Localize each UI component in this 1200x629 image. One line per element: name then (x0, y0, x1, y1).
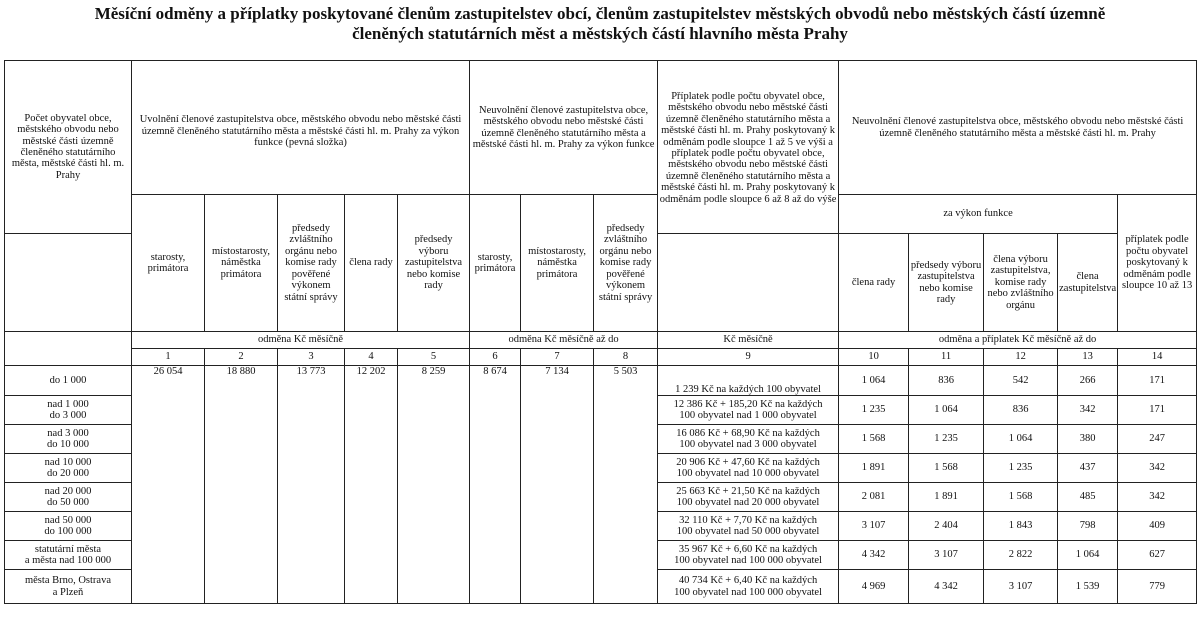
cell-col11: 4 342 (909, 570, 984, 604)
row-label (5, 483, 132, 512)
cell-col14: 627 (1118, 541, 1197, 570)
cell-col11: 1 064 (909, 396, 984, 425)
cell-col13: 266 (1058, 366, 1118, 396)
header-unreleased-group-2: Neuvolnění členové zastupitelstva obce, městského obvodu nebo městské části územně členěného statutárního města a městské části hl. m. Prahy (839, 61, 1197, 195)
row-label (5, 512, 132, 541)
row-label-line1: města Brno, Ostrava (24, 575, 112, 587)
header-col8: předsedy zvláštního orgánu nebo komise rady pověřené výkonem státní správy (594, 195, 658, 332)
surcharge-line2: 100 obyvatel nad 20 000 obyvatel (676, 497, 820, 508)
surcharge-line1: 12 386 Kč + 185,20 Kč na každých (673, 398, 823, 410)
surcharge-line2: 100 obyvatel nad 1 000 obyvatel (679, 410, 817, 421)
header-col2: místostarosty, náměstka primátora (205, 195, 278, 332)
header-za-vykon: za výkon funkce (839, 195, 1118, 234)
row-label-line1: nad 50 000 (44, 514, 92, 526)
row-label-line1: statutární města (34, 543, 102, 555)
row-label-line1: nad 10 000 (44, 456, 92, 468)
row-label (5, 570, 132, 604)
cell-col13: 1 064 (1058, 541, 1118, 570)
colnum: 10 (839, 349, 909, 366)
cell-col13: 485 (1058, 483, 1118, 512)
surcharge-cell (658, 541, 839, 570)
row-label-line2: do 20 000 (47, 468, 89, 479)
surcharge-line2: 100 obyvatel nad 50 000 obyvatel (676, 526, 820, 537)
cell-col11: 2 404 (909, 512, 984, 541)
title-line-2: členěných statutárních měst a městských částí hlavního města Prahy (352, 24, 848, 43)
surcharge-line1: 25 663 Kč + 21,50 Kč na každých (676, 485, 820, 497)
row-label-line1: nad 3 000 (47, 427, 89, 439)
fixed-col7: 7 134 (521, 366, 594, 604)
surcharge-line1: 40 734 Kč + 6,40 Kč na každých (678, 575, 818, 587)
cell-col14: 171 (1118, 396, 1197, 425)
row-label (5, 454, 132, 483)
surcharge-line1: 16 086 Kč + 68,90 Kč na každých (676, 427, 820, 439)
cell-col10: 4 969 (839, 570, 909, 604)
fixed-col1: 26 054 (132, 366, 205, 604)
cell-col14: 409 (1118, 512, 1197, 541)
cell-col12: 1 235 (984, 454, 1058, 483)
header-col3: předsedy zvláštního orgánu nebo komise rady pověřené výkonem státní správy (278, 195, 345, 332)
header-col10: člena rady (839, 234, 909, 332)
fixed-col2: 18 880 (205, 366, 278, 604)
cell-col11: 1 891 (909, 483, 984, 512)
cell-col12: 542 (984, 366, 1058, 396)
cell-col14: 342 (1118, 483, 1197, 512)
colnum: 1 (132, 349, 205, 366)
cell-col11: 3 107 (909, 541, 984, 570)
cell-col11: 836 (909, 366, 984, 396)
cell-col14: 779 (1118, 570, 1197, 604)
fixed-col4: 12 202 (345, 366, 398, 604)
cell-col12: 2 822 (984, 541, 1058, 570)
colnum: 7 (521, 349, 594, 366)
cell-col10: 1 064 (839, 366, 909, 396)
header-col13: člena zastupitelstva (1058, 234, 1118, 332)
cell-col14: 247 (1118, 425, 1197, 454)
fixed-col8: 5 503 (594, 366, 658, 604)
row-label-line1: do 1 000 (49, 374, 87, 386)
unit-1-5: odměna Kč měsíčně (132, 332, 470, 349)
cell-col10: 4 342 (839, 541, 909, 570)
colnum: 4 (345, 349, 398, 366)
surcharge-line1: 35 967 Kč + 6,60 Kč na každých (678, 543, 818, 555)
surcharge-cell (658, 483, 839, 512)
colnum: 11 (909, 349, 984, 366)
row-label-line2: a Plzeň (52, 586, 84, 598)
cell-col14: 171 (1118, 366, 1197, 396)
colnum: 14 (1118, 349, 1197, 366)
cell-col10: 3 107 (839, 512, 909, 541)
surcharge-cell (658, 396, 839, 425)
surcharge-line1: 20 906 Kč + 47,60 Kč na každých (676, 456, 820, 468)
cell-col11: 1 235 (909, 425, 984, 454)
cell-col12: 836 (984, 396, 1058, 425)
row-label-line1: nad 20 000 (44, 485, 92, 497)
colnum: 2 (205, 349, 278, 366)
cell-col13: 798 (1058, 512, 1118, 541)
colnum: 8 (594, 349, 658, 366)
header-population-blank (5, 332, 132, 366)
cell-col14: 342 (1118, 454, 1197, 483)
header-population: Počet obyvatel obce, městského obvodu nebo městské části územně členěného statutárního města, městské části hl. m. Prahy (5, 61, 132, 234)
colnum: 6 (470, 349, 521, 366)
header-col7: místostarosty, náměstka primátora (521, 195, 594, 332)
cell-col12: 1 568 (984, 483, 1058, 512)
cell-col12: 3 107 (984, 570, 1058, 604)
fixed-col6: 8 674 (470, 366, 521, 604)
surcharge-line1: 1 239 Kč na každých 100 obyvatel (675, 383, 821, 395)
fixed-col5: 8 259 (398, 366, 470, 604)
header-surcharge-group: Příplatek podle počtu obyvatel obce, městského obvodu nebo městské části územně členěného statutárního města a městské části hl. m. Prahy poskytovaný k odměnám podle sloupce 1 až 5 ve výši a příplatek podle počtu obyvatel obce, městského obvodu nebo městské části územně členěného statutárního města a městské části hl. m. Prahy poskytovaný k odměnám podle sloupce 6 až 8 až do výše (658, 61, 839, 234)
surcharge-cell (658, 570, 839, 604)
fixed-col3: 13 773 (278, 366, 345, 604)
surcharge-line1: 32 110 Kč + 7,70 Kč na každých (679, 514, 818, 526)
header-unreleased-group: Neuvolnění členové zastupitelstva obce, městského obvodu nebo městské části územně členěného statutárního města a městské části hl. m. Prahy za výkon funkce (470, 61, 658, 195)
cell-col13: 342 (1058, 396, 1118, 425)
colnum: 13 (1058, 349, 1118, 366)
header-col12: člena výboru zastupitelstva, komise rady nebo zvláštního orgánu (984, 234, 1058, 332)
cell-col13: 437 (1058, 454, 1118, 483)
row-label-line2: do 50 000 (47, 497, 89, 508)
header-population-cont (5, 234, 132, 332)
surcharge-line2: 100 obyvatel nad 100 000 obyvatel (674, 586, 822, 598)
cell-col10: 1 235 (839, 396, 909, 425)
header-surcharge-cont (658, 234, 839, 332)
row-label-line1: nad 1 000 (47, 398, 89, 410)
surcharge-cell (658, 454, 839, 483)
row-label (5, 396, 132, 425)
cell-col13: 380 (1058, 425, 1118, 454)
header-col4: člena rady (345, 195, 398, 332)
row-label-line2: do 10 000 (47, 439, 89, 450)
row-label-line2: do 100 000 (44, 526, 92, 537)
cell-col11: 1 568 (909, 454, 984, 483)
cell-col10: 1 568 (839, 425, 909, 454)
cell-col10: 1 891 (839, 454, 909, 483)
header-col1: starosty, primátora (132, 195, 205, 332)
header-col11: předsedy výboru zastupitelstva nebo komise rady (909, 234, 984, 332)
document-title (0, 0, 1200, 46)
unit-6-8: odměna Kč měsíčně až do (470, 332, 658, 349)
cell-col13: 1 539 (1058, 570, 1118, 604)
unit-9: Kč měsíčně (658, 332, 839, 349)
remuneration-table (4, 60, 1197, 604)
cell-col12: 1 064 (984, 425, 1058, 454)
header-col5: předsedy výboru zastupitelstva nebo komise rady (398, 195, 470, 332)
surcharge-cell (658, 512, 839, 541)
header-col6: starosty, primátora (470, 195, 521, 332)
surcharge-line2: 100 obyvatel nad 3 000 obyvatel (679, 439, 817, 450)
colnum: 5 (398, 349, 470, 366)
row-label (5, 425, 132, 454)
row-label-line2: a města nad 100 000 (24, 555, 112, 566)
header-col14: příplatek podle počtu obyvatel poskytovaný k odměnám podle sloupce 10 až 13 (1118, 195, 1197, 332)
cell-col12: 1 843 (984, 512, 1058, 541)
surcharge-line2: 100 obyvatel nad 10 000 obyvatel (676, 468, 820, 479)
cell-col10: 2 081 (839, 483, 909, 512)
colnum: 3 (278, 349, 345, 366)
row-label (5, 541, 132, 570)
colnum: 12 (984, 349, 1058, 366)
surcharge-cell (658, 366, 839, 396)
header-released-group: Uvolnění členové zastupitelstva obce, městského obvodu nebo městské části územně členěného statutárního města a městské části hl. m. Prahy za výkon funkce (pevná složka) (132, 61, 470, 195)
title-line-1: Měsíční odměny a příplatky poskytované členům zastupitelstev obcí, členům zastupitelstev městských obvodů nebo městských částí územně (94, 4, 1106, 23)
surcharge-cell (658, 425, 839, 454)
unit-10-14: odměna a příplatek Kč měsíčně až do (839, 332, 1197, 349)
surcharge-line2: 100 obyvatel nad 100 000 obyvatel (674, 555, 822, 566)
row-label-line2: do 3 000 (49, 410, 87, 421)
row-label (5, 366, 132, 396)
colnum: 9 (658, 349, 839, 366)
